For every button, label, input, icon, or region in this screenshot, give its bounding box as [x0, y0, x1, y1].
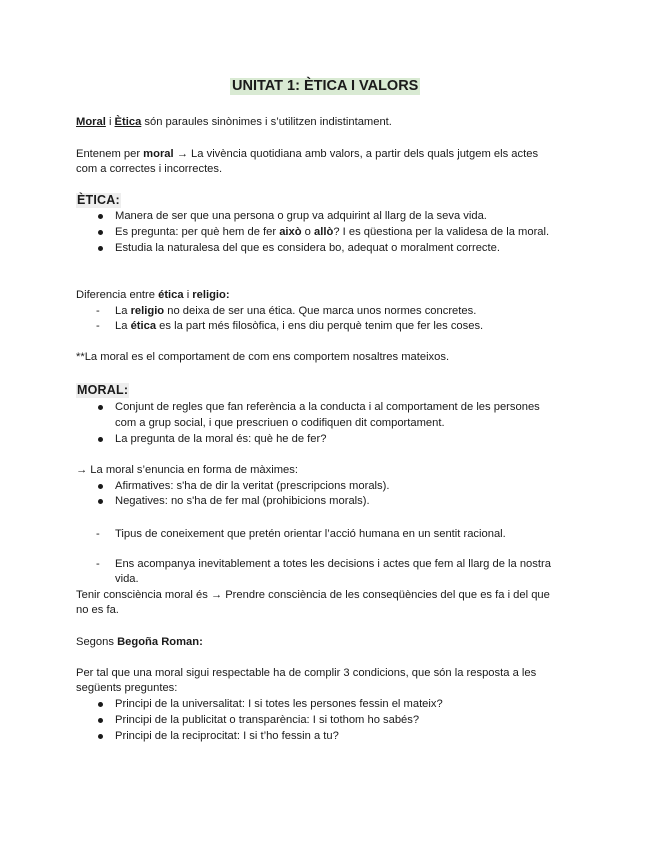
bullet-dot [98, 718, 103, 723]
entenem-pre: Entenem per [76, 148, 144, 160]
maximes-bullet-1: Afirmatives: s'ha de dir la veritat (prescripcions morals). [115, 480, 390, 492]
maximes-line: → La moral s’enuncia en forma de màximes: [76, 464, 298, 476]
dif-2-c: es la part més filosòfica, i ens diu perquè tenim que fer les coses. [156, 320, 484, 332]
dif-2-a: La [115, 320, 131, 332]
diferencia-a: Diferencia entre [76, 289, 159, 301]
etica-bullet-1: Manera de ser que una persona o grup va adquirint al llarg de la seva vida. [115, 210, 487, 222]
condicions-line1: Per tal que una moral sigui respectable ha de complir 3 condicions, que són la resposta a les [76, 667, 537, 679]
intro-paragraph [76, 115, 392, 130]
dash-item-1: Tipus de coneixement que pretén orientar l’acció humana en un sentit racional. [115, 528, 506, 540]
diferencia-religio: religio: [192, 289, 230, 301]
principi-1: Principi de la universalitat: I si totes les persones fessin el mateix? [115, 698, 443, 710]
dash-marker: - [96, 558, 100, 570]
dash-marker: - [96, 528, 100, 540]
condicions-line2: següents preguntes: [76, 682, 178, 694]
bullet-dot [98, 246, 103, 251]
etica-bullet-3: Estudia la naturalesa del que es considera bo, adequat o moralment correcte. [115, 242, 500, 254]
diferencia-i: i [183, 289, 193, 301]
etica-bullet-2-aixo: això [279, 226, 302, 238]
bullet-dot [98, 734, 103, 739]
bullet-dot [98, 230, 103, 235]
maximes-bullet-2: Negatives: no s'ha de fer mal (prohibicions morals). [115, 495, 370, 507]
etica-bullet-2 [115, 225, 549, 240]
moral-bullet-1-line1: Conjunt de regles que fan referència a la conducta i al comportament de les persones [115, 401, 540, 413]
etica-bullet-2-o: o [301, 226, 315, 238]
consciencia-line2: no es fa. [76, 604, 119, 616]
etica-heading: ÈTICA: [77, 193, 120, 207]
diferencia-heading [76, 288, 230, 303]
dif-1-c: no deixa de ser una ética. Que marca unos normes concretes. [164, 305, 477, 317]
segons-line [76, 635, 203, 650]
bullet-dot [98, 214, 103, 219]
bullet-dot [98, 499, 103, 504]
dif-2-b: ética [130, 320, 157, 332]
segons-author: Begoña Roman: [117, 636, 203, 648]
diferencia-item-2 [115, 319, 483, 334]
intro-rest: són paraules sinònimes i s’utilitzen indistintament. [141, 116, 392, 128]
bullet-dot [98, 484, 103, 489]
moral-bullet-1-line2: com a grup social, i que prescriuen o codifiquen dit comportament. [115, 417, 445, 429]
intro-moral: Moral [76, 116, 106, 128]
bullet-dot [98, 437, 103, 442]
diferencia-item-1 [115, 304, 476, 319]
dash-marker: - [96, 305, 100, 317]
moral-bullet-2: La pregunta de la moral és: què he de fer? [115, 433, 327, 445]
principi-2: Principi de la publicitat o transparència: I si tothom ho sabés? [115, 714, 420, 726]
intro-etica: Ètica [114, 116, 142, 128]
etica-bullet-2-allo: allò [314, 226, 334, 238]
entenem-post: → La vivència quotidiana amb valors, a partir dels quals jutgem els actes [173, 148, 539, 160]
bullet-dot [98, 405, 103, 410]
principi-3: Principi de la reciprocitat: I si t’ho fessin a tu? [115, 730, 339, 742]
etica-bullet-2-a: Es pregunta: per què hem de fer [115, 226, 280, 238]
intro-conj: i [105, 116, 115, 128]
entenem-line2: com a correctes i incorrectes. [76, 163, 223, 175]
bullet-dot [98, 702, 103, 707]
dash-item-2-line1: Ens acompanya inevitablement a totes les decisions i actes que fem al llarg de la nostra [115, 558, 551, 570]
dif-1-b: religio [130, 305, 165, 317]
dif-1-a: La [115, 305, 131, 317]
etica-bullet-2-d: ? I es qüestiona per la validesa de la moral. [333, 226, 550, 238]
entenem-moral: moral [143, 148, 174, 160]
segons-a: Segons [76, 636, 118, 648]
diferencia-etica: ética [158, 289, 184, 301]
entenem-paragraph [76, 147, 538, 162]
page-title: UNITAT 1: ÈTICA I VALORS [232, 78, 419, 94]
moral-heading: MORAL: [77, 383, 129, 397]
consciencia-line1: Tenir consciència moral és → Prendre consciència de les conseqüències del que es fa i del que [76, 589, 550, 601]
dash-marker: - [96, 320, 100, 332]
dash-item-2-line2: vida. [115, 573, 139, 585]
note: **La moral es el comportament de com ens comportem nosaltres mateixos. [76, 351, 450, 363]
